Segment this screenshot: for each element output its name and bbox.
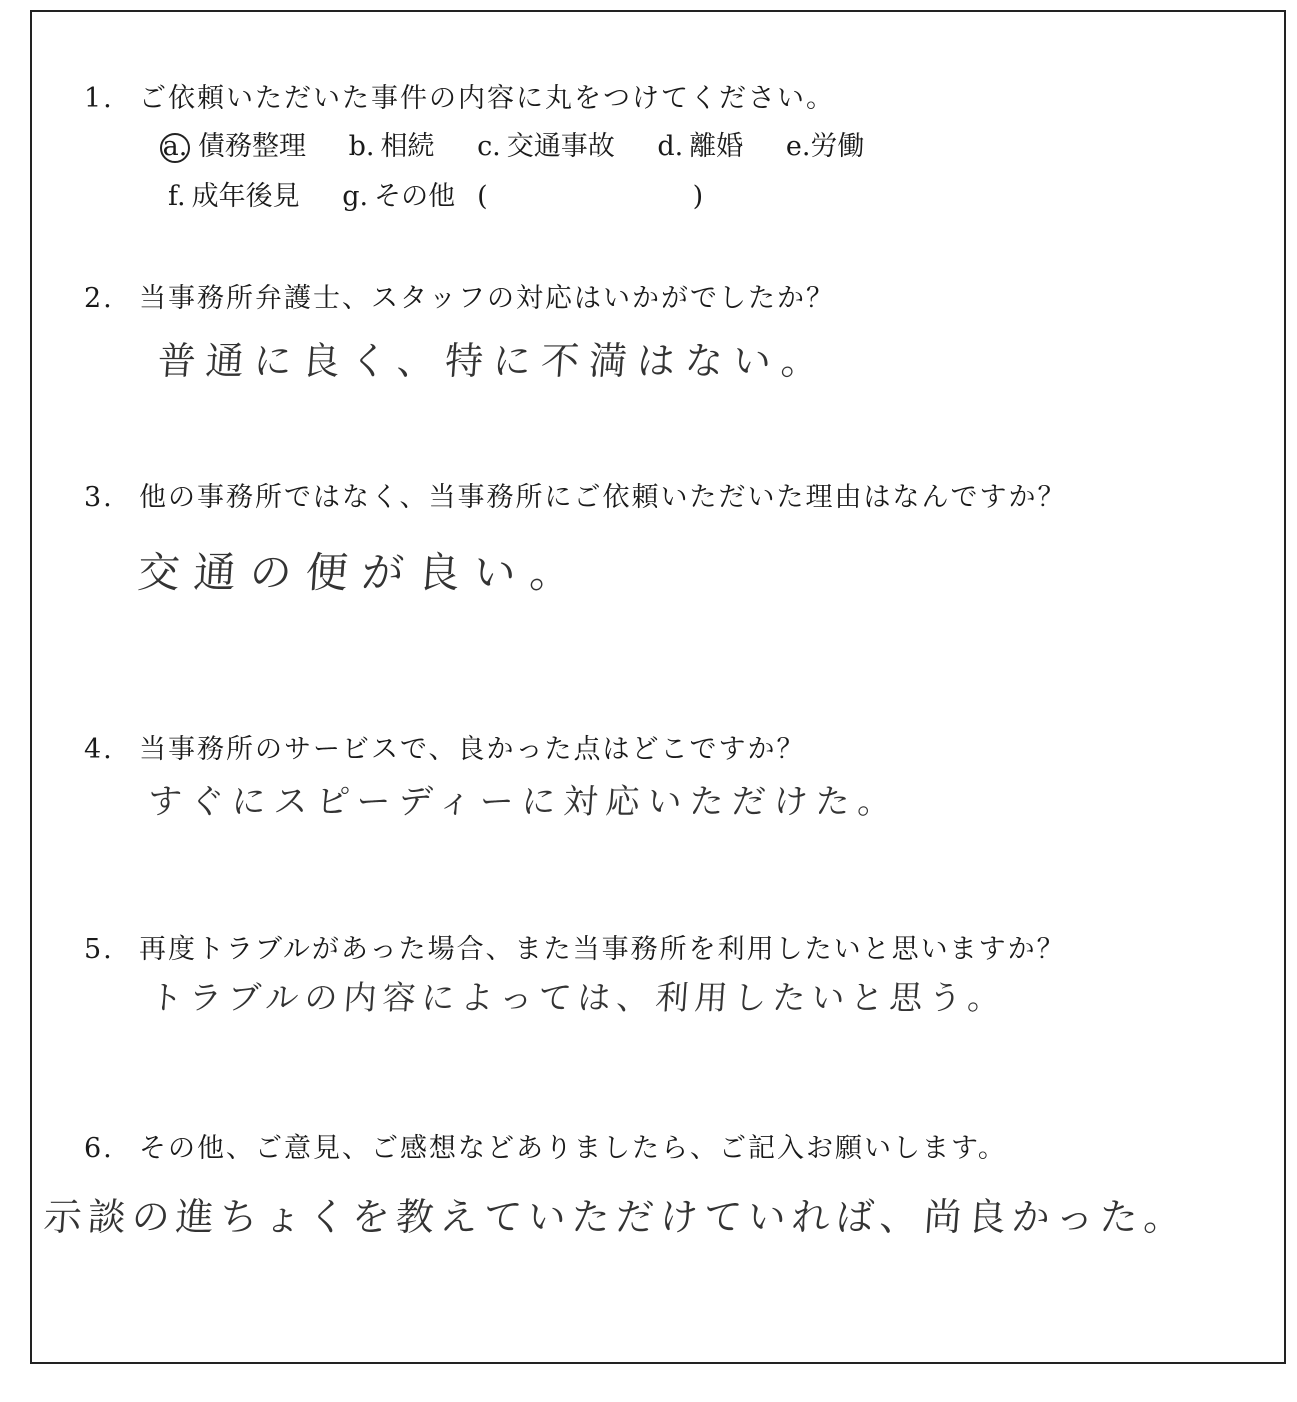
question-5 bbox=[84, 927, 1066, 966]
question-6 bbox=[84, 1126, 1007, 1165]
question-4-number: 4. bbox=[84, 734, 114, 765]
option-e[interactable] bbox=[786, 124, 865, 163]
question-3-answer: 交通の便が良い。 bbox=[136, 548, 588, 597]
question-3-number: 3. bbox=[84, 482, 114, 513]
question-2-text: 当事務所弁護士、スタッフの対応はいかがでしたか？ bbox=[139, 283, 835, 314]
question-2-number: 2. bbox=[84, 283, 114, 314]
question-4 bbox=[84, 727, 805, 766]
question-5-number: 5. bbox=[84, 934, 114, 965]
question-5-answer: トラブルの内容によっては、利用したいと思う。 bbox=[148, 978, 1008, 1017]
question-5-text: 再度トラブルがあった場合、また当事務所を利用したいと思いますか？ bbox=[139, 934, 1066, 965]
question-1-text: ご依頼いただいた事件の内容に丸をつけてください。 bbox=[139, 83, 835, 114]
option-g[interactable] bbox=[342, 174, 703, 213]
question-4-answer: すぐにスピーディーに対応いただけた。 bbox=[146, 782, 902, 822]
option-g-paren-close: ) bbox=[692, 181, 704, 212]
question-1-options-row-2 bbox=[168, 174, 737, 213]
question-6-text: その他、ご意見、ご感想などありましたら、ご記入お願いします。 bbox=[139, 1133, 1007, 1164]
option-c-letter: c. bbox=[477, 131, 501, 162]
option-g-letter: g. bbox=[342, 181, 369, 212]
option-f-label: 成年後見 bbox=[191, 181, 300, 212]
option-c-label: 交通事故 bbox=[506, 131, 615, 162]
option-e-letter: e. bbox=[785, 131, 811, 162]
option-d-letter: d. bbox=[657, 131, 684, 162]
option-a[interactable] bbox=[160, 124, 306, 163]
question-3-text: 他の事務所ではなく、当事務所にご依頼いただいた理由はなんですか？ bbox=[139, 482, 1067, 513]
option-b-letter: b. bbox=[348, 131, 375, 162]
option-a-label: 債務整理 bbox=[198, 131, 306, 162]
option-f-letter: f. bbox=[168, 181, 186, 212]
option-b[interactable] bbox=[349, 124, 435, 163]
question-1-options-row-1 bbox=[160, 124, 898, 163]
option-c[interactable] bbox=[477, 124, 615, 163]
question-2 bbox=[84, 276, 835, 315]
option-f[interactable] bbox=[168, 174, 300, 213]
option-d-label: 離婚 bbox=[689, 131, 744, 162]
question-6-number: 6. bbox=[84, 1133, 114, 1164]
question-1 bbox=[84, 76, 835, 115]
question-4-text: 当事務所のサービスで、良かった点はどこですか？ bbox=[139, 734, 806, 765]
option-b-label: 相続 bbox=[380, 131, 435, 162]
option-a-letter: a. bbox=[160, 133, 190, 163]
option-d[interactable] bbox=[657, 124, 743, 163]
question-1-number: 1. bbox=[84, 83, 114, 114]
option-g-label: その他 bbox=[374, 181, 456, 212]
question-6-answer: 示談の進ちょくを教えていただけていれば、尚良かった。 bbox=[42, 1195, 1190, 1239]
option-g-paren-open: ( bbox=[477, 181, 488, 212]
question-2-answer: 普通に良く、特に不満はない。 bbox=[156, 339, 831, 383]
option-e-label: 労働 bbox=[810, 131, 865, 162]
question-3 bbox=[84, 475, 1066, 514]
